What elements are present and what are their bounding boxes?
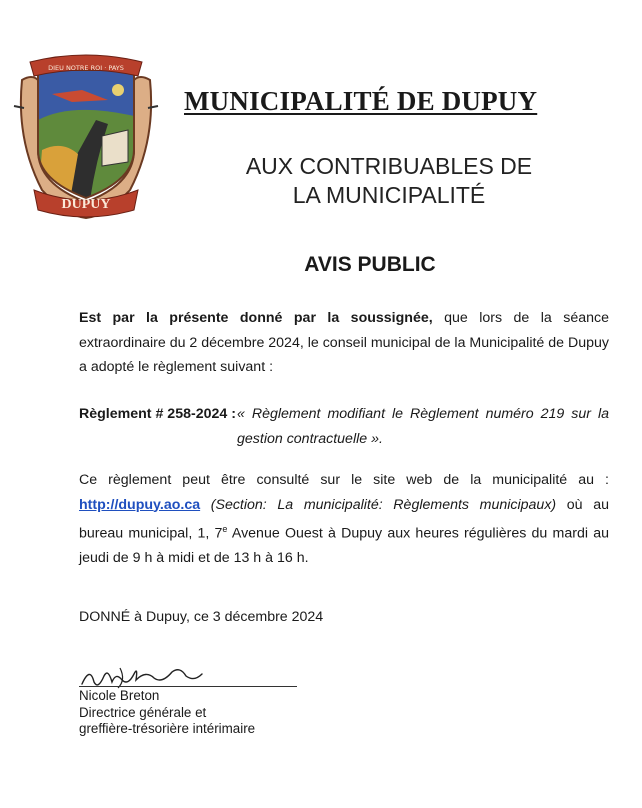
website-link[interactable]: http://dupuy.ao.ca xyxy=(79,496,201,513)
consultation-intro: Ce règlement peut être consulté sur le site web de la municipalité au : xyxy=(79,472,609,488)
paragraph-adoption-text: que lors de la séance extraordinaire du 2 décembre 2024, le conseil municipal de la Municipalité de Dupuy a adopté le règlement suivant : xyxy=(79,310,609,375)
municipality-title: MUNICIPALITÉ DE DUPUY xyxy=(184,86,538,116)
website-section: (Section: La municipalité: Règlements municipaux) xyxy=(200,496,557,513)
signatory-title-2: greffière-trésorière intérimaire xyxy=(79,721,256,736)
ordinal-superscript: e xyxy=(222,524,228,534)
given-date-line: DONNÉ à Dupuy, ce 3 décembre 2024 xyxy=(79,609,324,625)
consultation-hours: Avenue Ouest à Dupuy aux heures régulières du mardi au jeudi de 9 h à midi et de 13 h à 16 h. xyxy=(79,525,609,567)
municipal-coat-of-arms-logo xyxy=(12,50,160,220)
signature-line xyxy=(79,686,297,687)
regulation-title: « Règlement modifiant le Règlement numéro 219 sur la gestion contractuelle ». xyxy=(237,406,609,447)
consultation-address: où au bureau municipal, 1, 7 xyxy=(79,496,609,542)
paragraph-adoption xyxy=(79,306,609,380)
regulation-label: Règlement # 258-2024 : xyxy=(79,406,236,422)
paragraph-consultation xyxy=(79,468,609,571)
notice-title: AVIS PUBLIC xyxy=(304,253,436,276)
addressee-line-2: LA MUNICIPALITÉ xyxy=(292,182,486,208)
signatory-name: Nicole Breton xyxy=(79,688,160,703)
paragraph-adoption-bold: Est par la présente donné par la soussignée, xyxy=(79,310,433,326)
logo-banner-text: DIEU NOTRE ROI · PAYS xyxy=(48,64,124,72)
logo-name-text: DUPUY xyxy=(61,197,111,212)
signatory-title-1: Directrice générale et xyxy=(79,705,207,720)
addressee-line-1: AUX CONTRIBUABLES DE xyxy=(245,153,533,179)
